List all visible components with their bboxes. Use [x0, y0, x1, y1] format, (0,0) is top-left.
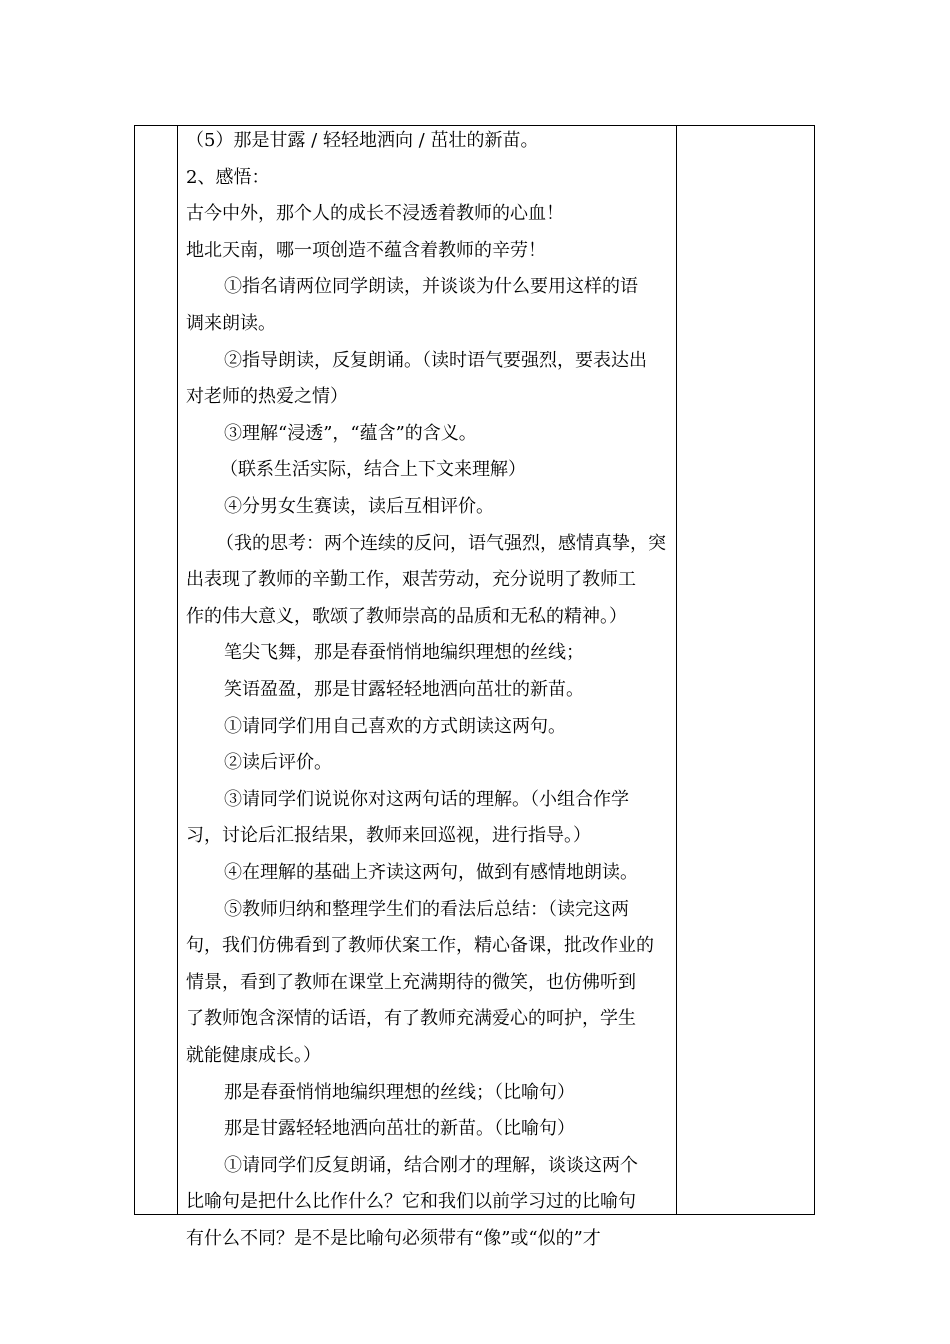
- text-line: ②读后评价。: [224, 752, 332, 774]
- text-line: ②指导朗读，反复朗诵。（读时语气要强烈，要表达出: [224, 349, 647, 371]
- text-line: 就能健康成长。）: [186, 1045, 321, 1066]
- text-line: （5）那是甘露 / 轻轻地洒向 / 茁壮的新苗。: [186, 130, 539, 151]
- text-line: ③请同学们说说你对这两句话的理解。（小组合作学: [224, 788, 629, 810]
- text-line: 习，讨论后汇报结果，教师来回巡视，进行指导。）: [186, 825, 591, 847]
- text-line: 出表现了教师的辛勤工作，艰苦劳动，充分说明了教师工: [186, 569, 636, 591]
- text-line: ①请同学们用自己喜欢的方式朗读这两句。: [224, 715, 566, 737]
- text-line: ⑤教师归纳和整理学生们的看法后总结：（读完这两: [224, 898, 629, 920]
- text-line: 笑语盈盈，那是甘露轻轻地洒向茁壮的新苗。: [224, 679, 584, 700]
- text-line: ①请同学们反复朗诵，结合刚才的理解，谈谈这两个: [224, 1154, 638, 1176]
- lesson-content-cell: [186, 125, 668, 1249]
- text-line: 那是春蚕悄悄地编织理想的丝线；（比喻句）: [224, 1081, 575, 1103]
- text-line: 比喻句是把什么比作什么？它和我们以前学习过的比喻句: [186, 1191, 636, 1213]
- text-line: 古今中外，那个人的成长不浸透着教师的心血！: [186, 203, 564, 225]
- text-line: 笔尖飞舞，那是春蚕悄悄地编织理想的丝线；: [224, 642, 584, 664]
- text-line: 调来朗读。: [186, 313, 276, 334]
- text-line: ①指名请两位同学朗读，并谈谈为什么要用这样的语: [224, 276, 638, 298]
- text-line: 那是甘露轻轻地洒向茁壮的新苗。（比喻句）: [224, 1118, 575, 1140]
- text-line: 地北天南，哪一项创造不蕴含着教师的辛劳！: [186, 239, 546, 261]
- text-line: 2、感悟：: [186, 166, 270, 188]
- text-line: 有什么不同？是不是比喻句必须带有“像”或“似的”才: [186, 1228, 601, 1249]
- text-line: ④在理解的基础上齐读这两句，做到有感情地朗读。: [224, 862, 638, 883]
- text-line: ③理解“浸透”，“蕴含”的含义。: [224, 422, 477, 444]
- text-line: 了教师饱含深情的话语，有了教师充满爱心的呵护，学生: [186, 1008, 636, 1030]
- text-line: （联系生活实际，结合上下文来理解）: [220, 459, 526, 481]
- column-divider-right: [676, 126, 677, 1214]
- text-line: 句，我们仿佛看到了教师伏案工作，精心备课，批改作业的: [186, 935, 654, 957]
- column-divider-left: [177, 126, 178, 1214]
- text-line: 对老师的热爱之情）: [186, 386, 348, 408]
- text-line: 作的伟大意义，歌颂了教师崇高的品质和无私的精神。）: [186, 605, 627, 627]
- text-line: 情景，看到了教师在课堂上充满期待的微笑，也仿佛听到: [186, 971, 636, 993]
- text-line: ④分男女生赛读，读后互相评价。: [224, 496, 494, 517]
- text-line: （我的思考：两个连续的反问，语气强烈，感情真挚，突: [216, 532, 666, 554]
